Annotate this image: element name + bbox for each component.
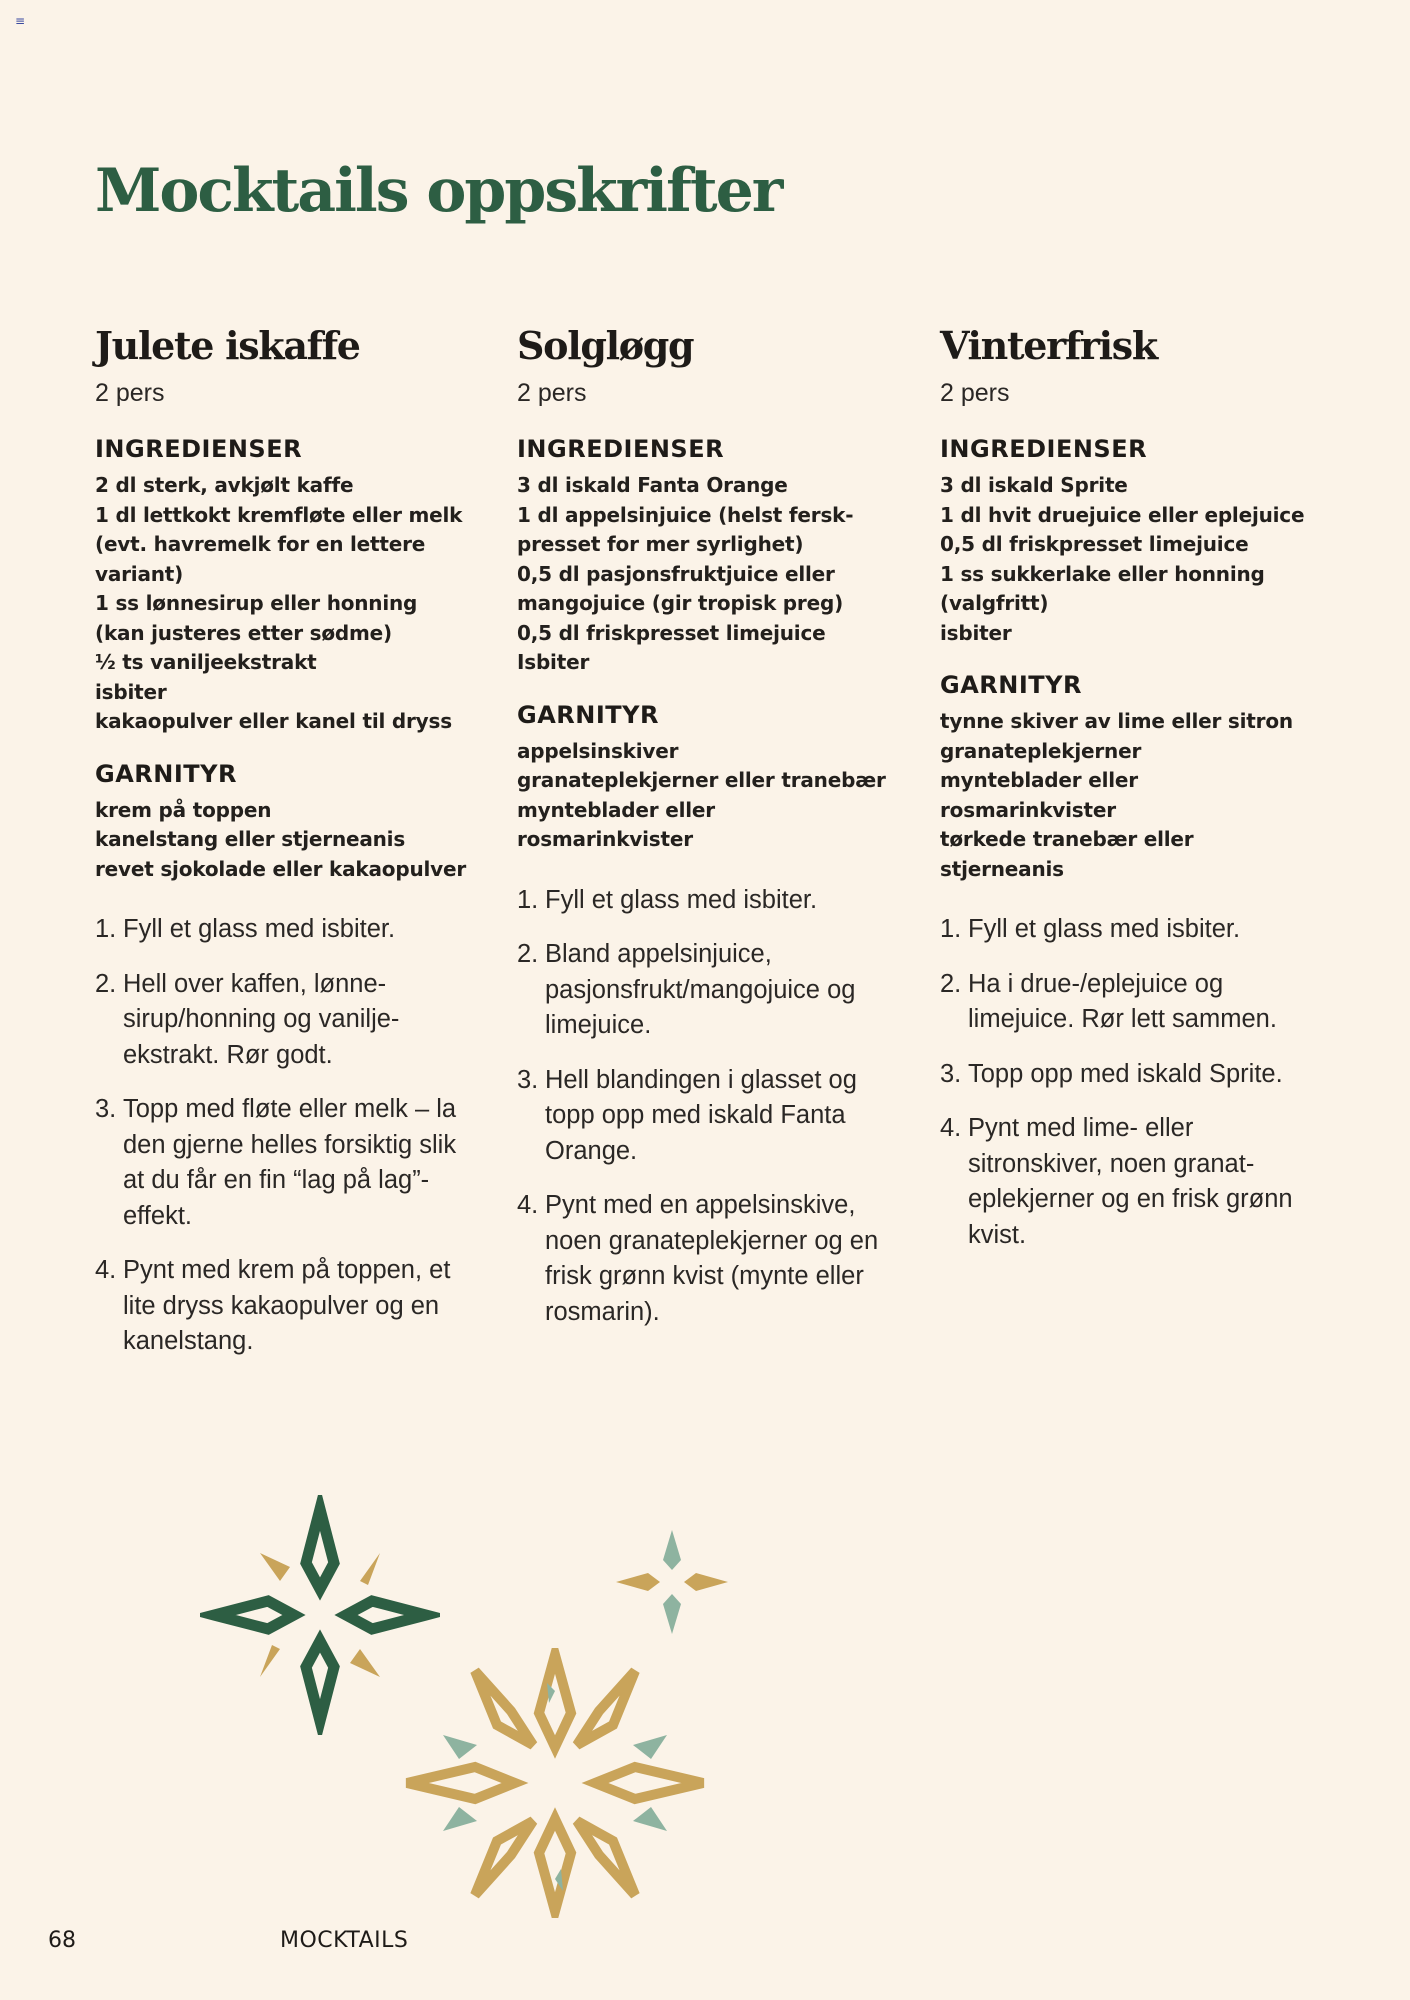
ingredient-line: variant)	[95, 561, 184, 586]
garnish-line: appelsinskiver	[517, 738, 679, 763]
step-item	[940, 967, 1320, 1038]
step-text: Pynt med en appelsinskive, noen granateplekjerner og en frisk grønn kvist (mynte eller rosmarin).	[545, 1191, 879, 1326]
section-label: MOCKTAILS	[280, 1928, 409, 1953]
ingredient-line: 1 dl lettkokt kremfløte eller melk	[95, 502, 463, 527]
ingredient-line: kakaopulver eller kanel til dryss	[95, 709, 452, 733]
ingredient-line: (valgfritt)	[940, 591, 1049, 615]
small-sage-star-icon	[612, 1522, 732, 1642]
step-number: 1.	[517, 885, 539, 914]
step-item	[517, 883, 897, 919]
recipe-card-julete-iskaffe	[95, 318, 495, 1379]
step-item	[95, 967, 475, 1074]
ingredient-line: 3 dl iskald Fanta Orange	[517, 473, 788, 497]
ingredient-line: ½ ts vaniljeekstrakt	[95, 650, 317, 674]
ingredient-line: 0,5 dl friskpresset limejuice	[940, 532, 1249, 556]
menu-icon: ≡	[15, 14, 26, 28]
step-text: Pynt med krem på toppen, et lite dryss kakaopulver og en kanelstang.	[123, 1256, 451, 1355]
step-number: 1.	[940, 915, 962, 943]
ingredient-line: 1 dl hvit druejuice eller eplejuice	[940, 502, 1305, 527]
servings: 2 pers	[95, 379, 165, 407]
ingredient-line: 2 dl sterk, avkjølt kaffe	[95, 473, 354, 497]
servings: 2 pers	[517, 379, 587, 407]
garnish-heading: GARNITYR	[95, 759, 237, 788]
step-number: 2.	[517, 940, 539, 968]
ingredient-line: 0,5 dl friskpresset limejuice	[517, 620, 826, 645]
page-title: Mocktails oppskrifter	[95, 156, 782, 226]
ingredient-line: 0,5 dl pasjonsfruktjuice eller	[517, 561, 835, 586]
step-number: 3.	[95, 1095, 117, 1123]
garnish-line: stjerneanis	[940, 856, 1064, 881]
step-number: 3.	[517, 1065, 539, 1094]
step-item	[95, 1092, 475, 1234]
step-text: Fyll et glass med isbiter.	[123, 915, 396, 943]
step-text: Pynt med lime- eller sitronskiver, noen granat-eplekjerner og en frisk grønn kvist.	[968, 1114, 1293, 1249]
garnish-line: krem på toppen	[95, 797, 272, 822]
ingredient-line: 3 dl iskald Sprite	[940, 473, 1128, 497]
ingredient-line: Isbiter	[517, 650, 590, 674]
garnish-list	[95, 796, 495, 885]
ingredients-heading: INGREDIENSER	[95, 435, 303, 463]
step-text: Hell over kaffen, lønne-sirup/honning og vanilje-ekstrakt. Rør godt.	[123, 969, 400, 1069]
step-item	[95, 912, 475, 948]
garnish-heading: GARNITYR	[517, 700, 659, 729]
step-item	[940, 1057, 1320, 1093]
step-text: Topp med fløte eller melk – la den gjerne helles forsiktig slik at du får en fin “lag på lag”-effekt.	[123, 1095, 457, 1230]
ingredient-line: (kan justeres etter sødme)	[95, 620, 392, 645]
steps-list	[517, 883, 897, 1331]
ingredient-line: 1 ss sukkerlake eller honning	[940, 561, 1265, 586]
garnish-line: granateplekjerner eller tranebær	[517, 768, 886, 792]
ingredients-list	[940, 471, 1340, 648]
garnish-heading: GARNITYR	[940, 671, 1082, 699]
garnish-line: granateplekjerner	[940, 738, 1142, 763]
page-number: 68	[48, 1928, 76, 1953]
garnish-line: revet sjokolade eller kakaopulver	[95, 856, 467, 881]
step-number: 4.	[940, 1114, 962, 1142]
recipe-title: Julete iskaffe	[95, 323, 360, 368]
servings: 2 pers	[940, 379, 1010, 407]
step-text: Bland appelsinjuice, pasjonsfrukt/mangojuice og limejuice.	[545, 940, 856, 1039]
step-number: 4.	[95, 1256, 117, 1284]
step-number: 2.	[940, 969, 962, 998]
ingredient-line: presset for mer syrlighet)	[517, 532, 804, 556]
step-number: 4.	[517, 1191, 539, 1219]
recipe-card-vinterfrisk	[940, 318, 1340, 1272]
step-item	[940, 1111, 1320, 1253]
recipe-title: Vinterfrisk	[940, 323, 1157, 368]
step-item	[940, 912, 1320, 948]
garnish-line: mynteblader eller	[940, 768, 1138, 792]
ingredient-line: 1 dl appelsinjuice (helst fersk-	[517, 502, 854, 527]
step-text: Fyll et glass med isbiter.	[545, 885, 818, 914]
ingredient-line: isbiter	[95, 679, 167, 704]
recipe-title: Solgløgg	[517, 323, 694, 368]
step-item	[517, 1063, 897, 1170]
ingredient-line: 1 ss lønnesirup eller honning	[95, 591, 418, 615]
step-text: Ha i drue-/eplejuice og limejuice. Rør lett sammen.	[968, 969, 1277, 1033]
step-number: 3.	[940, 1059, 962, 1088]
step-item	[517, 937, 897, 1044]
ingredients-list	[517, 471, 917, 678]
garnish-line: tørkede tranebær eller	[940, 827, 1194, 851]
step-item	[95, 1253, 475, 1360]
steps-list	[95, 912, 475, 1360]
steps-list	[940, 912, 1320, 1253]
step-text: Fyll et glass med isbiter.	[968, 915, 1241, 943]
step-item	[517, 1188, 897, 1330]
step-number: 1.	[95, 915, 117, 943]
step-text: Hell blandingen i glasset og topp opp med iskald Fanta Orange.	[545, 1065, 857, 1165]
recipe-card-solglogg	[517, 318, 917, 1349]
ingredient-line: mangojuice (gir tropisk preg)	[517, 591, 844, 615]
garnish-list	[517, 737, 917, 855]
garnish-line: rosmarinkvister	[517, 827, 693, 851]
ingredients-heading: INGREDIENSER	[940, 435, 1148, 463]
step-number: 2.	[95, 969, 117, 998]
ingredients-list	[95, 471, 495, 737]
ingredients-heading: INGREDIENSER	[517, 435, 725, 463]
garnish-line: tynne skiver av lime eller sitron	[940, 709, 1293, 733]
gold-star-icon	[400, 1648, 710, 1918]
garnish-list	[940, 707, 1340, 884]
step-text: Topp opp med iskald Sprite.	[968, 1059, 1283, 1088]
ingredient-line: (evt. havremelk for en lettere	[95, 532, 426, 556]
garnish-line: kanelstang eller stjerneanis	[95, 827, 406, 851]
garnish-line: mynteblader eller	[517, 797, 715, 822]
ingredient-line: isbiter	[940, 620, 1012, 645]
garnish-line: rosmarinkvister	[940, 797, 1116, 822]
